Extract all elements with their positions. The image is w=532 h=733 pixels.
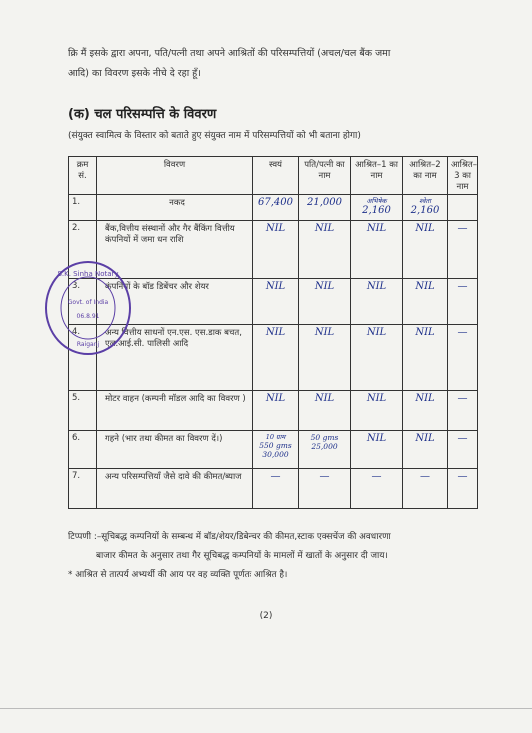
handwritten-value: NIL xyxy=(415,223,435,234)
cell-dependent-1 xyxy=(351,391,403,431)
cell-self xyxy=(253,325,299,391)
cell-dependent-3 xyxy=(448,469,478,509)
section-subheading: (संयुक्त स्वामित्व के विस्तार को बताते हुए संयुक्त नाम में परिसम्पत्तियों को भी बताना होगा) xyxy=(68,131,361,141)
section-heading: (क) चल परिसम्पत्ति के विवरण xyxy=(68,107,217,122)
row-number: 4. xyxy=(69,325,97,391)
stamp-inner-ring xyxy=(61,277,115,339)
handwritten-value: NIL xyxy=(415,327,435,338)
cell-self xyxy=(253,195,299,221)
handwritten-value: NIL xyxy=(415,393,435,404)
row-description: बैंक,वित्तीय संस्थानों और गैर बैंकिंग वित्तीय कंपनियों में जमा धन राशि xyxy=(97,221,253,279)
cell-self xyxy=(253,279,299,325)
handwritten-value: NIL xyxy=(314,281,335,292)
page-number: (2) xyxy=(259,611,273,621)
handwritten-value: 2,160 xyxy=(362,205,391,216)
row-number: 3. xyxy=(69,279,97,325)
handwritten-value: — xyxy=(457,281,468,292)
handwritten-value: NIL xyxy=(314,393,335,404)
handwritten-value: — xyxy=(420,471,430,482)
handwritten-value: 2,160 xyxy=(410,205,440,216)
cell-dependent-1 xyxy=(351,325,403,391)
cell-spouse xyxy=(299,325,351,391)
cell-dependent-2 xyxy=(403,325,448,391)
handwritten-value: NIL xyxy=(265,223,286,234)
row-number: 6. xyxy=(69,431,97,469)
row-description: अन्य वित्तीय साधनों एन.एस. एस.डाक बचत, एल.आई.सी. पालिसी आदि xyxy=(97,325,253,391)
handwritten-value: — xyxy=(457,471,468,482)
handwritten-value: — xyxy=(457,327,468,338)
row-description: कंपनियों के बॉड डिबेंचर और शेयर xyxy=(97,279,253,325)
stamp-line-2: Govt. of India xyxy=(67,299,109,306)
header-dependent-2: आश्रित–2 का नाम xyxy=(403,157,448,195)
stamp-line-3: 06.8.91 xyxy=(76,313,100,320)
header-serial: क्रम सं. xyxy=(69,157,97,195)
row-description: मोटर वाहन (कम्पनी मॉडल आदि का विवरण ) xyxy=(97,391,253,431)
table-row xyxy=(69,431,478,469)
handwritten-value: NIL xyxy=(366,327,387,338)
intro-line-2: आदि) का विवरण इसके नीचे दे रहा हूँ। xyxy=(68,68,201,79)
header-dependent-1: आश्रित–1 का नाम xyxy=(351,157,403,195)
row-description: नकद xyxy=(97,195,253,221)
note-line-1: टिप्पणी :–सूचिबद्ध कम्पनियों के सम्बन्ध में बॉड/शेयर/डिबेन्चर की कीमत,स्टाक एक्सचेंज की अवधारणा xyxy=(68,532,391,542)
cell-spouse xyxy=(299,279,351,325)
cell-dependent-1 xyxy=(351,431,403,469)
handwritten-value: NIL xyxy=(265,327,286,338)
cell-spouse xyxy=(299,431,351,469)
handwritten-name: श्वेता xyxy=(419,197,431,205)
handwritten-value: 550 gms 30,000 xyxy=(259,441,292,459)
stamp-line-4: Raiganj xyxy=(76,341,100,348)
cell-dependent-3 xyxy=(448,431,478,469)
note-line-3: * आश्रित से तात्पर्य अभ्यर्थी की आय पर वह व्यक्ति पूर्णतः आश्रित है। xyxy=(68,570,288,580)
handwritten-value: 21,000 xyxy=(307,197,342,208)
table-row xyxy=(69,391,478,431)
handwritten-value: — xyxy=(457,433,468,444)
notary-stamp xyxy=(42,258,134,358)
handwritten-value: NIL xyxy=(265,281,286,292)
footnotes xyxy=(68,528,488,585)
cell-dependent-2 xyxy=(403,431,448,469)
cell-dependent-1 xyxy=(351,279,403,325)
handwritten-value: NIL xyxy=(415,281,435,292)
intro-paragraph xyxy=(68,44,488,84)
handwritten-value: NIL xyxy=(415,433,435,444)
cell-self xyxy=(253,391,299,431)
cell-spouse xyxy=(299,221,351,279)
cell-self xyxy=(253,431,299,469)
cell-self xyxy=(253,469,299,509)
cell-dependent-3 xyxy=(448,391,478,431)
row-description: गहने (भार तथा कीमत का विवरण दें।) xyxy=(97,431,253,469)
handwritten-value: NIL xyxy=(366,393,387,404)
cell-dependent-3 xyxy=(448,221,478,279)
cell-dependent-1 xyxy=(351,195,403,221)
scan-edge-line xyxy=(0,708,532,709)
handwritten-value: NIL xyxy=(265,393,286,404)
header-dependent-3: आश्रित–3 का नाम xyxy=(448,157,478,195)
cell-spouse xyxy=(299,469,351,509)
row-number: 1. xyxy=(69,195,97,221)
handwritten-value: 67,400 xyxy=(258,197,293,208)
cell-dependent-2 xyxy=(403,391,448,431)
cell-dependent-2 xyxy=(403,221,448,279)
table-row xyxy=(69,195,478,221)
header-description: विवरण xyxy=(97,157,253,195)
table-header-row xyxy=(69,157,478,195)
cell-dependent-1 xyxy=(351,469,403,509)
handwritten-name: अभिषेक xyxy=(366,197,387,205)
cell-self xyxy=(253,221,299,279)
cell-dependent-2 xyxy=(403,279,448,325)
handwritten-value: — xyxy=(371,471,382,482)
handwritten-value: NIL xyxy=(314,327,335,338)
stamp-line-1: S.K. Sinha Notary xyxy=(57,270,119,278)
note-line-2: बाजार कीमत के अनुसार तथा गैर सूचिबद्ध कम्पनियों के मामलों में खातों के अनुसार दी जाय। xyxy=(96,551,388,561)
cell-dependent-3 xyxy=(448,279,478,325)
handwritten-value: NIL xyxy=(314,223,335,234)
cell-dependent-2 xyxy=(403,195,448,221)
handwritten-value: NIL xyxy=(366,433,387,444)
cell-dependent-3 xyxy=(448,195,478,221)
handwritten-value: 50 gms 25,000 xyxy=(310,433,339,451)
header-self: स्वयं xyxy=(253,157,299,195)
cell-dependent-2 xyxy=(403,469,448,509)
header-spouse: पति/पत्नी का नाम xyxy=(299,157,351,195)
row-number: 7. xyxy=(69,469,97,509)
cell-spouse xyxy=(299,391,351,431)
handwritten-value: — xyxy=(270,471,281,482)
intro-line-1: क्रि मैं इसके द्वारा अपना, पति/पत्नी तथा अपने आश्रितों की परिसम्पत्तियों (अचल/चल बैंक जमा xyxy=(68,48,391,59)
row-description: अन्य परिसम्पत्तियाँ जैसे दावे की कीमत/ब्याज xyxy=(97,469,253,509)
handwritten-note: 10 ग्राम xyxy=(265,433,286,441)
handwritten-value: — xyxy=(457,223,468,234)
handwritten-value: — xyxy=(319,471,330,482)
cell-dependent-1 xyxy=(351,221,403,279)
row-number: 2. xyxy=(69,221,97,279)
handwritten-value: NIL xyxy=(366,281,387,292)
cell-dependent-3 xyxy=(448,325,478,391)
cell-spouse xyxy=(299,195,351,221)
handwritten-value: NIL xyxy=(366,223,387,234)
row-number: 5. xyxy=(69,391,97,431)
handwritten-value: — xyxy=(457,393,468,404)
table-row xyxy=(69,469,478,509)
